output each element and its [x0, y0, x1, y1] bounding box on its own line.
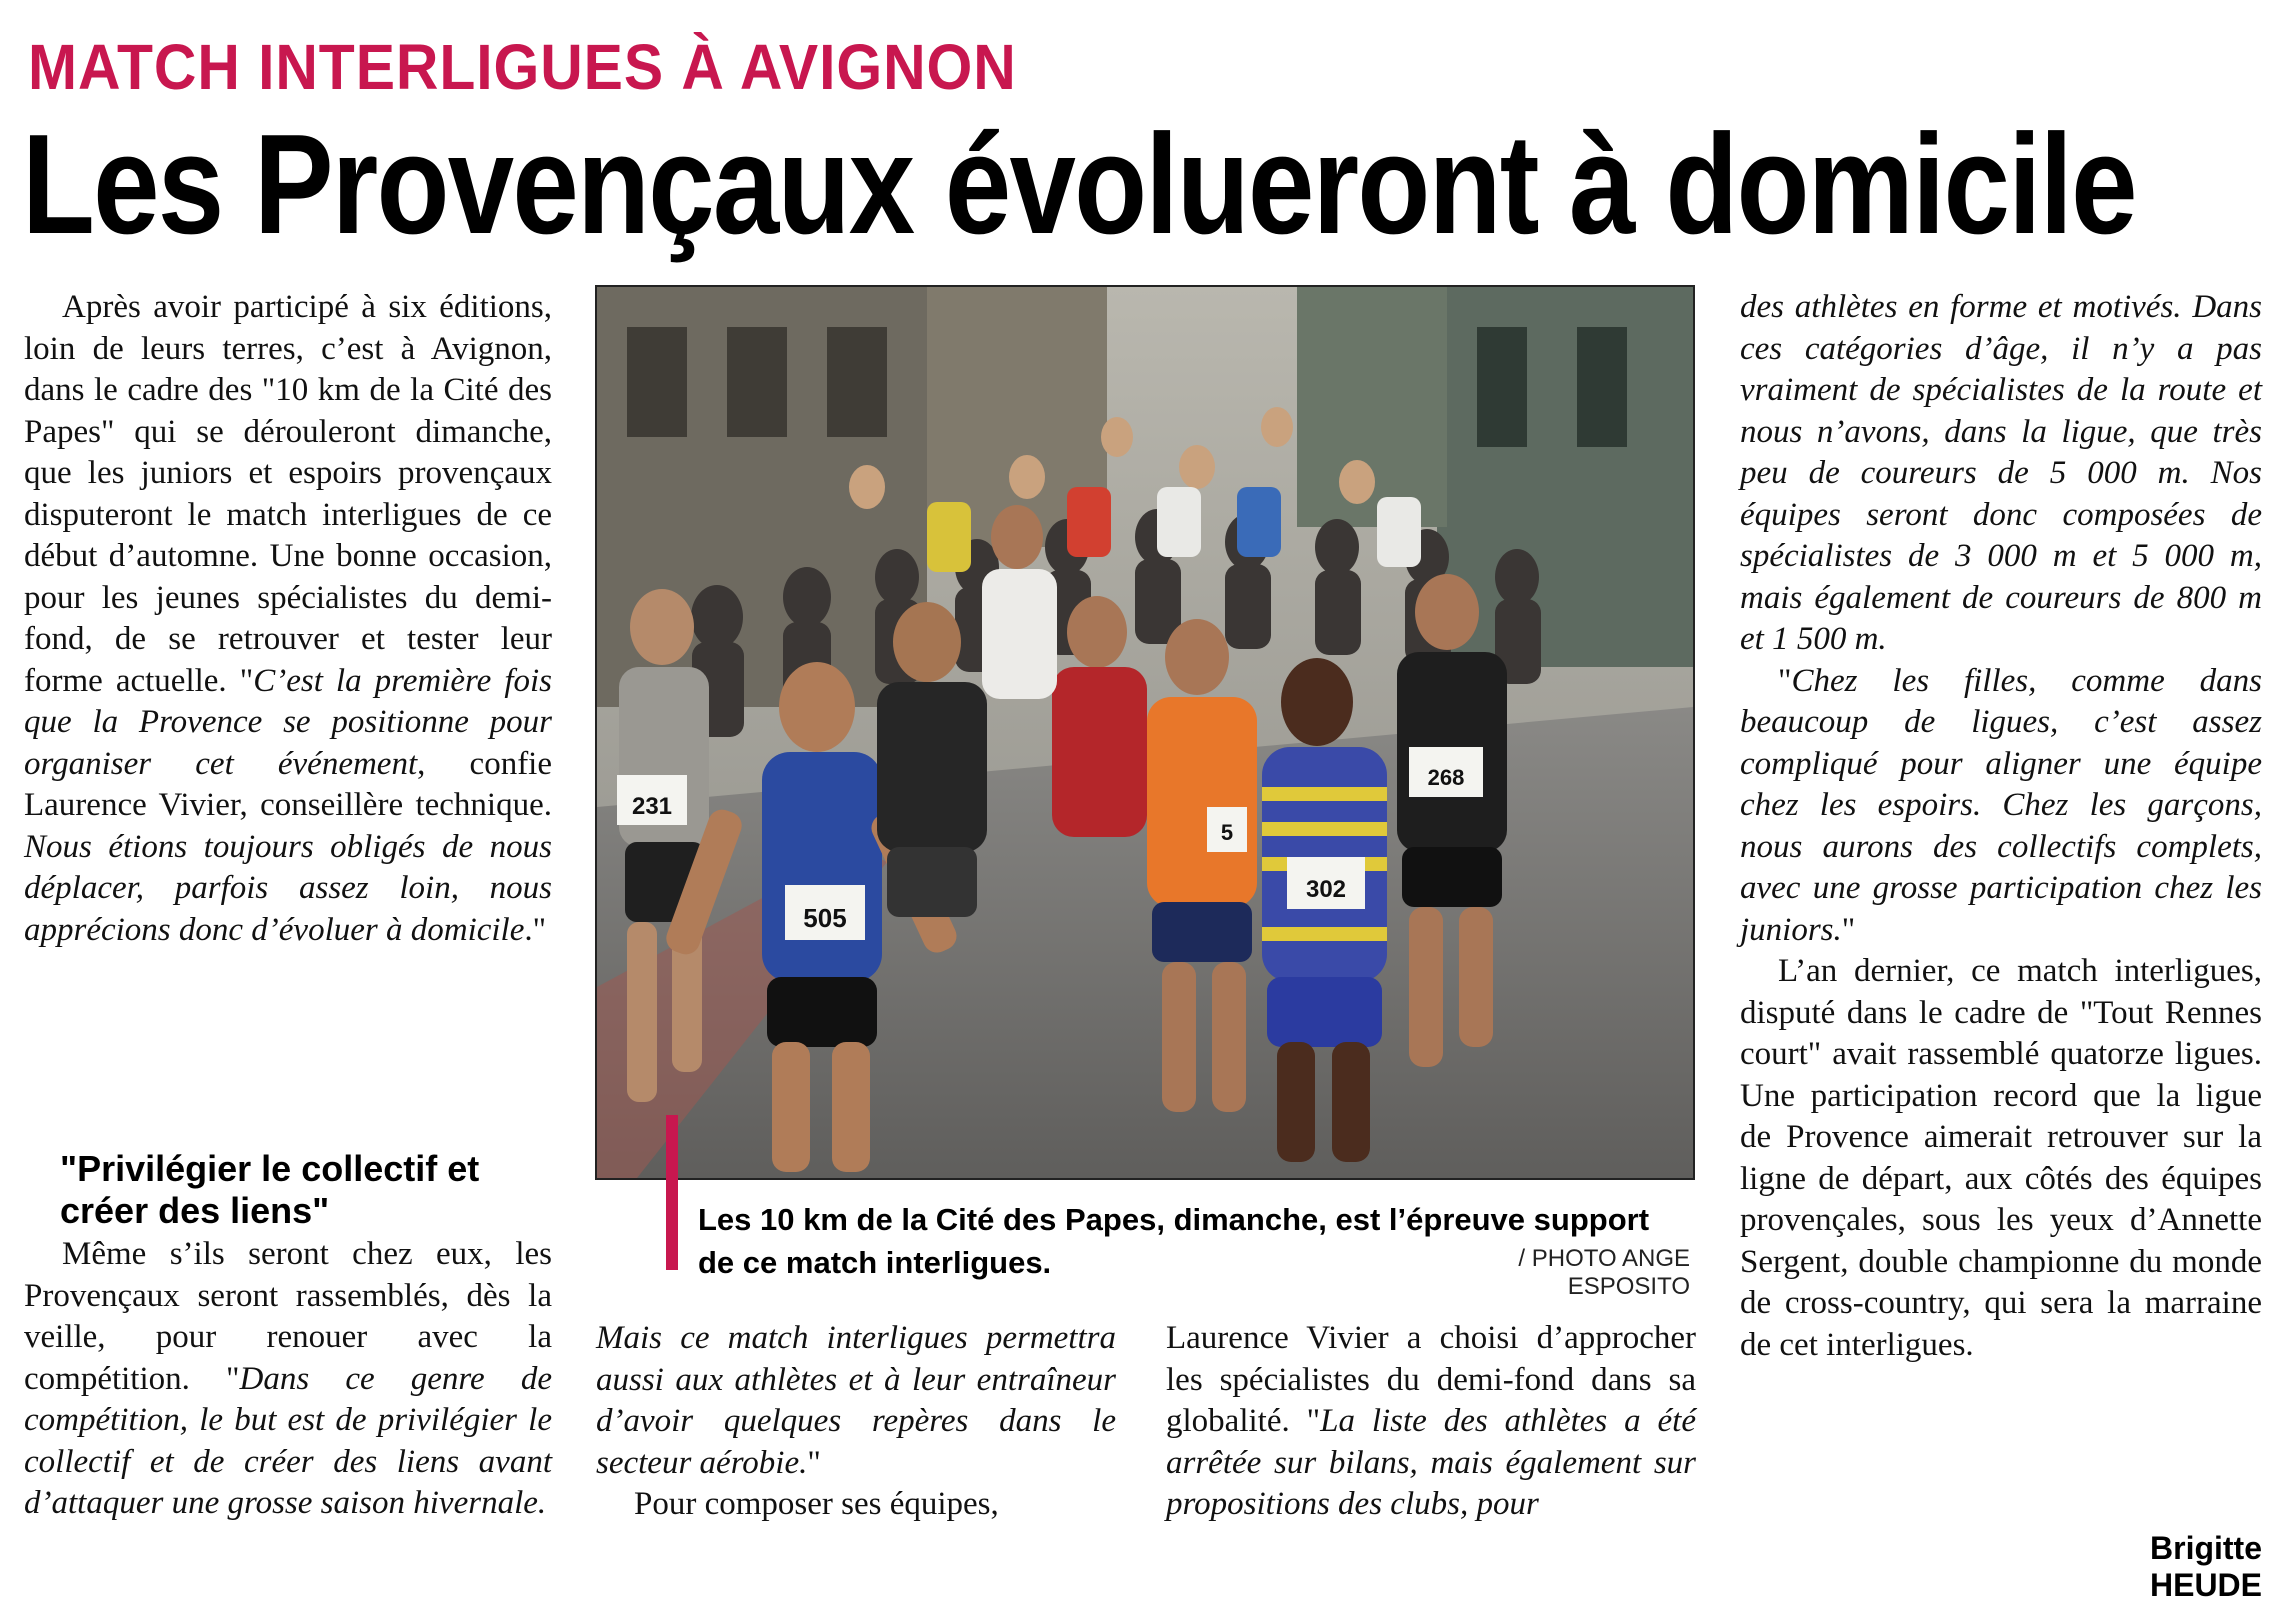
- article-column-4: [1740, 287, 2262, 1366]
- article-headline: Les Provençaux évolueront à domicile: [22, 105, 2136, 264]
- bib-number: 302: [1305, 876, 1347, 903]
- paragraph: Mais ce match interligues permettra aussi aux athlètes et à leur entraîneur d’avoir quelques repères dans le secteur aérobie.": [596, 1320, 1116, 1481]
- article-column-2: [596, 1318, 1116, 1526]
- paragraph: Même s’ils seront chez eux, les Provençaux seront rassemblés, dès la veille, pour renouer avec la compétition. "Dans ce genre de compétition, le but est de privilégier le collectif et de créer des liens avant d’attaquer une grosse saison hivernale.: [24, 1236, 552, 1521]
- article-subhead: "Privilégier le collectif et créer des liens": [60, 1148, 480, 1231]
- article-column-1: [24, 287, 552, 951]
- paragraph: des athlètes en forme et motivés. Dans ces catégories d’âge, il n’y a pas vraiment de spécialistes de la route et nous n’avons, dans la ligue, que très peu de coureurs de 5 000 m. Nos équipes seront donc composées de spécialistes de 3 000 m et 5 000 m, mais également de coureurs de 800 m et 1 500 m.: [1740, 289, 2262, 657]
- race-photo: [595, 285, 1695, 1180]
- photo-caption: Les 10 km de la Cité des Papes, dimanche, est l’épreuve support de ce match interligues.: [698, 1202, 1650, 1280]
- paragraph: "Chez les filles, comme dans beaucoup de ligues, c’est assez compliqué pour aligner une équipe chez les espoirs. Chez les garçons, nous aurons des collectifs complets, avec une grosse participation chez les juniors.": [1740, 662, 2262, 948]
- paragraph: Après avoir participé à six éditions, loin de leurs terres, c’est à Avignon, dans le cadre des "10 km de la Cité des Papes" qui se dérouleront dimanche, que les juniors et espoirs provençaux disputeront le match interligues de ce début d’automne. Une bonne occasion, pour les jeunes spécialistes du demi-fond, de se retrouver et tester leur forme actuelle. "C’est la première fois que la Provence se positionne pour organiser cet événement, confie Laurence Vivier, conseillère technique. Nous étions toujours obligés de nous déplacer, parfois assez loin, nous apprécions donc d’évoluer à domicile.": [24, 289, 553, 948]
- bib-number: 5: [1220, 820, 1234, 845]
- article-byline: Brigitte HEUDE: [2149, 1530, 2262, 1603]
- article-column-3: [1166, 1318, 1696, 1526]
- photo-credit: / PHOTO ANGE ESPOSITO: [1518, 1245, 1690, 1300]
- article-column-1-continued: [24, 1234, 552, 1525]
- article-kicker: MATCH INTERLIGUES À AVIGNON: [28, 31, 1017, 103]
- paragraph: L’an dernier, ce match interligues, disputé dans le cadre de "Tout Rennes court" avait rassemblé quatorze ligues. Une participation record que la ligue de Provence aimerait retrouver sur la ligne de départ, aux côtés des équipes provençales, sous les yeux d’Annette Sergent, double championne du monde de cross-country, qui sera la marraine de cet interligues.: [1740, 953, 2262, 1363]
- bib-number: 231: [631, 793, 673, 820]
- caption-accent-bar: [666, 1115, 678, 1270]
- paragraph: Pour composer ses équipes,: [634, 1486, 999, 1522]
- paragraph: Laurence Vivier a choisi d’approcher les spécialistes du demi-fond dans sa globalité. "La liste des athlètes a été arrêtée sur bilans, mais également sur propositions des clubs, pour: [1166, 1320, 1696, 1522]
- bib-number: 505: [803, 903, 847, 933]
- bib-number: 268: [1427, 765, 1465, 790]
